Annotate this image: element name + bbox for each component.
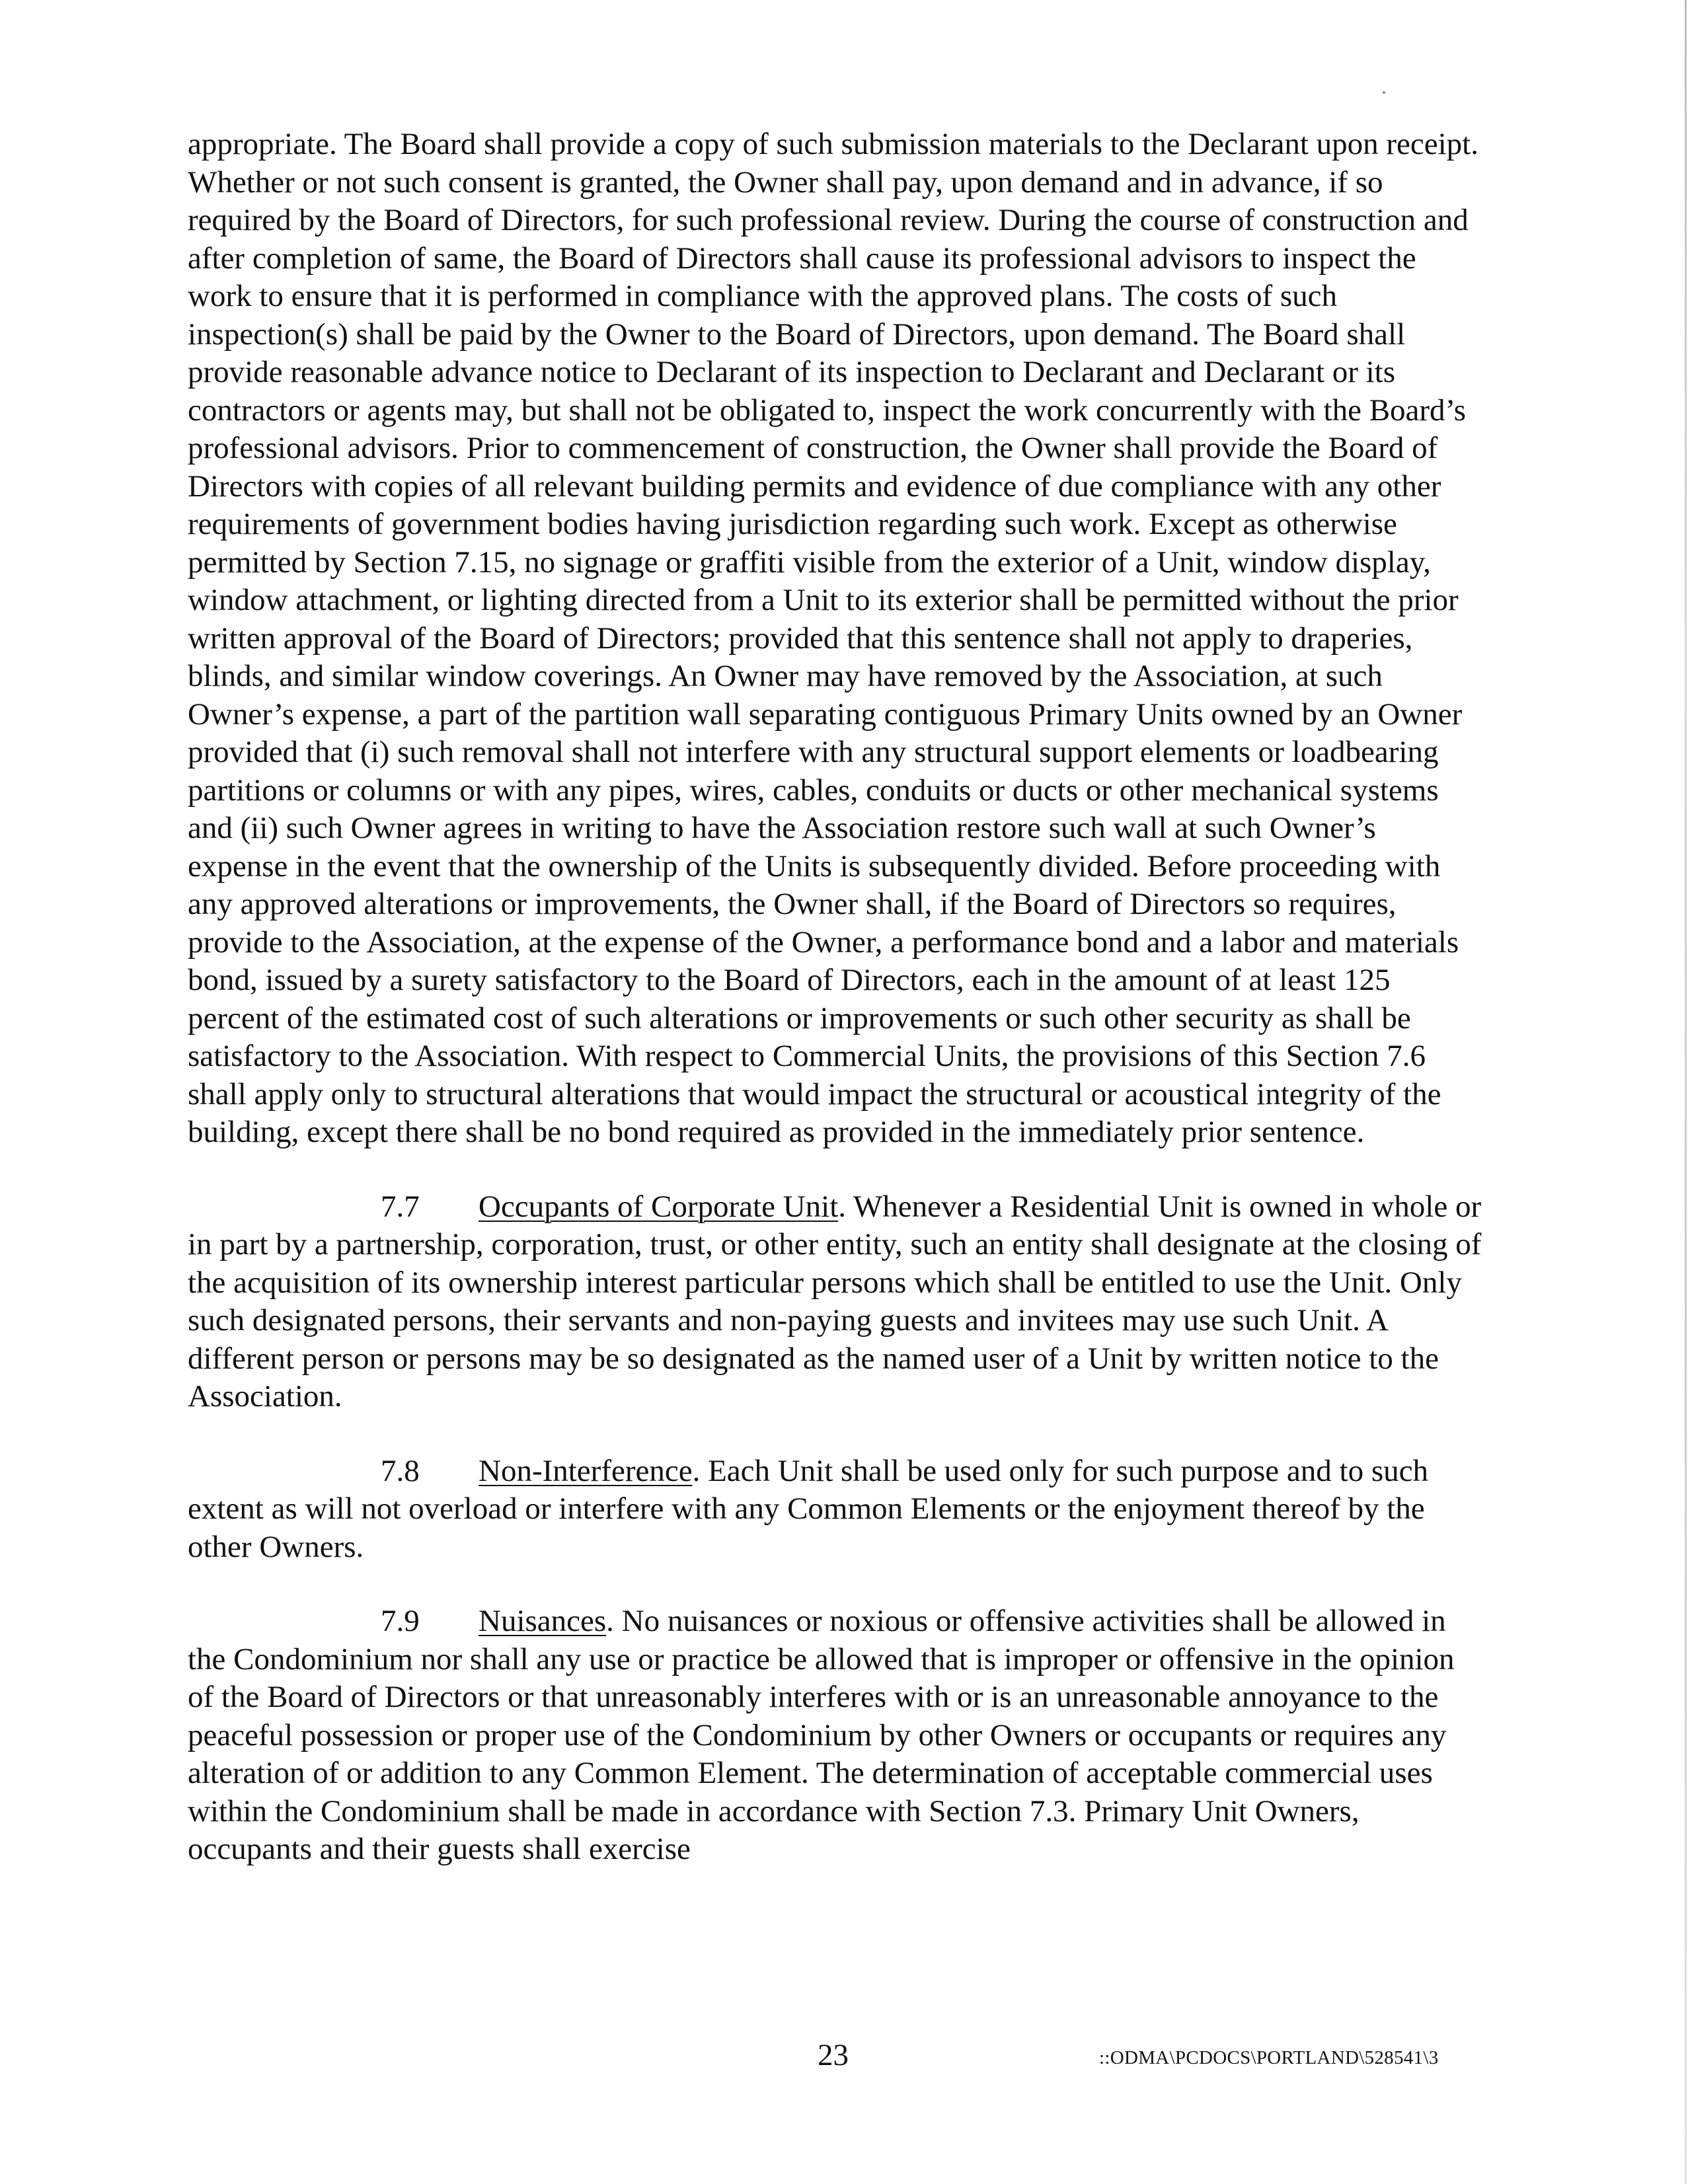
continuation-paragraph: appropriate. The Board shall provide a copy of such submission materials to the Declarant upon receipt. Whether or not such consent is granted, the Owner shall pay, upon demand and in advance, if so required by the Board of Directors, for such professional review. During the course of construction and after completion of same, the Board of Directors shall cause its professional advisors to inspect the work to ensure that it is performed in compliance with the approved plans. The costs of such inspection(s) shall be paid by the Owner to the Board of Directors, upon demand. The Board shall provide reasonable advance notice to Declarant of its inspection to Declarant and Declarant or its contractors or agents may, but shall not be obligated to, inspect the work concurrently with the Board’s professional advisors. Prior to commencement of construction, the Owner shall provide the Board of Directors with copies of all relevant building permits and evidence of due compliance with any other requirements of government bodies having jurisdiction regarding such work. Except as otherwise permitted by Section 7.15, no signage or graffiti visible from the exterior of a Unit, window display, window attachment, or lighting directed from a Unit to its exterior shall be permitted without the prior written approval of the Board of Directors; provided that this sentence shall not apply to draperies, blinds, and similar window coverings. An Owner may have removed by the Association, at such Owner’s expense, a part of the partition wall separating contiguous Primary Units owned by an Owner provided that (i) such removal shall not interfere with any structural support elements or loadbearing partitions or columns or with any pipes, wires, cables, conduits or ducts or other mechanical systems and (ii) such Owner agrees in writing to have the Association restore such wall at such Owner’s expense in the event that the ownership of the Units is subsequently divided. Before proceeding with any approved alterations or improvements, the Owner shall, if the Board of Directors so requires, provide to the Association, at the expense of the Owner, a performance bond and a labor and materials bond, issued by a surety satisfactory to the Board of Directors, each in the amount of at least 125 percent of the estimated cost of such alterations or improvements or such other security as shall be satisfactory to the Association. With respect to Commercial Units, the provisions of this Section 7.6 shall apply only to structural alterations that would impact the structural or acoustical integrity of the building, except there shall be no bond required as provided in the immediately prior sentence. (188, 127, 1478, 1149)
section-title: Occupants of Corporate Unit (479, 1189, 839, 1224)
section-title: Non-Interference (479, 1453, 693, 1488)
section-7-7 (188, 1188, 1483, 1416)
page-number: 23 (818, 2038, 849, 2072)
section-number: 7.7 (381, 1189, 420, 1224)
scan-speck (1383, 91, 1385, 94)
document-body (188, 126, 1483, 1905)
section-number: 7.9 (381, 1604, 420, 1638)
section-number: 7.8 (381, 1453, 420, 1488)
section-text: . Each Unit shall be used only for such purpose and to such extent as will not overload or interfere with any Common Elements or the enjoyment thereof by the other Owners. (188, 1453, 1428, 1564)
scan-edge-shadow (1685, 0, 1687, 2184)
section-text: . Whenever a Residential Unit is owned in whole or in part by a partnership, corporation, trust, or other entity, such an entity shall designate at the closing of the acquisition of its ownership interest particular persons which shall be entitled to use the Unit. Only such designated persons, their servants and non-paying guests and invitees may use such Unit. A different person or persons may be so designated as the named user of a Unit by written notice to the Association. (188, 1189, 1482, 1413)
section-7-9 (188, 1602, 1483, 1869)
section-text: . No nuisances or noxious or offensive activities shall be allowed in the Condominium nor shall any use or practice be allowed that is improper or offensive in the opinion of the Board of Directors or that unreasonably interferes with or is an unreasonable annoyance to the peaceful possession or proper use of the Condominium by other Owners or occupants or requires any alteration of or addition to any Common Element. The determination of acceptable commercial uses within the Condominium shall be made in accordance with Section 7.3. Primary Unit Owners, occupants and their guests shall exercise (188, 1604, 1455, 1866)
section-title: Nuisances (479, 1604, 607, 1638)
document-reference: ::ODMA\PCDOCS\PORTLAND\528541\3 (1099, 2047, 1439, 2068)
section-7-8 (188, 1452, 1483, 1567)
